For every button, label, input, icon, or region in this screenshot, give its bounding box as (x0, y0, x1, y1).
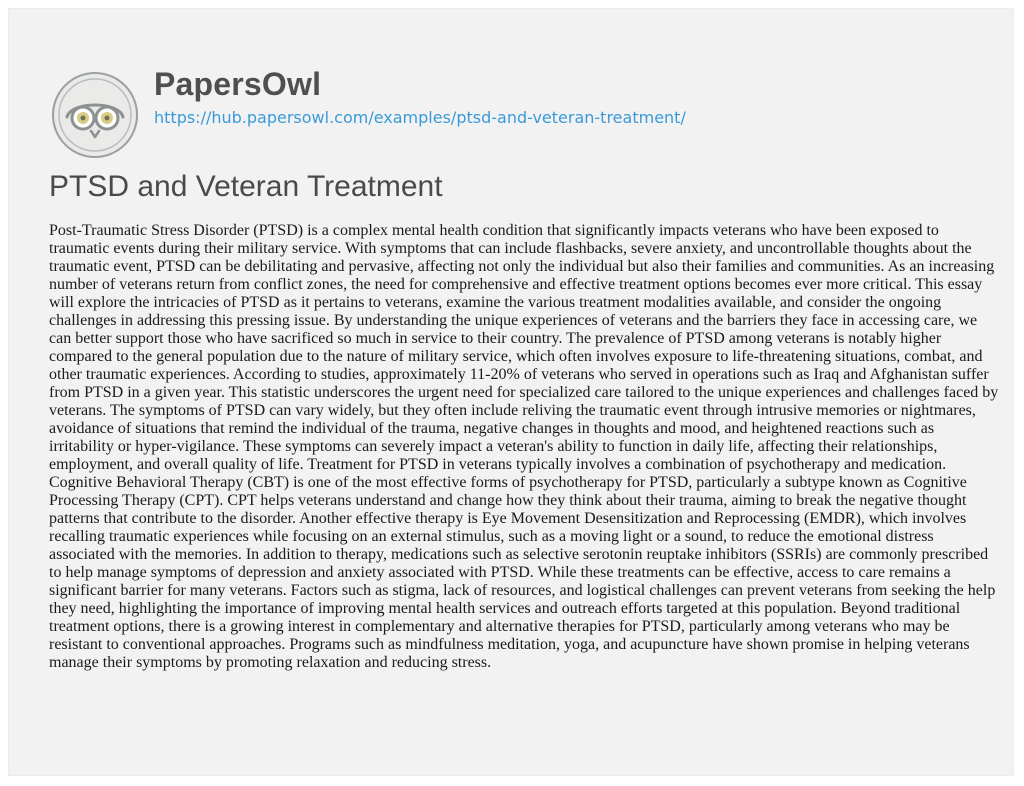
document-title: PTSD and Veteran Treatment (49, 170, 443, 203)
site-header (9, 9, 1013, 159)
owl-eyes-logo-icon (51, 71, 139, 159)
brand-name: PapersOwl (154, 66, 322, 102)
document-body: Post-Traumatic Stress Disorder (PTSD) is a complex mental health condition that significantly impacts veterans who have been exposed to traumatic events during their military service. With symptoms that can include flashbacks, severe anxiety, and uncontrollable thoughts about the traumatic event, PTSD can be debilitating and pervasive, affecting not only the individual but also their families and communities. As an increasing number of veterans return from conflict zones, the need for comprehensive and effective treatment options becomes ever more critical. This essay will explore the intricacies of PTSD as it pertains to veterans, examine the various treatment modalities available, and consider the ongoing challenges in addressing this pressing issue. By understanding the unique experiences of veterans and the barriers they face in accessing care, we can better support those who have sacrificed so much in service to their country. The prevalence of PTSD among veterans is notably higher compared to the general population due to the nature of military service, which often involves exposure to life-threatening situations, combat, and other traumatic experiences. According to studies, approximately 11-20% of veterans who served in operations such as Iraq and Afghanistan suffer from PTSD in a given year. This statistic underscores the urgent need for specialized care tailored to the unique experiences and challenges faced by veterans. The symptoms of PTSD can vary widely, but they often include reliving the traumatic event through intrusive memories or nightmares, avoidance of situations that remind the individual of the trauma, negative changes in thoughts and mood, and heightened reactions such as irritability or hyper-vigilance. These symptoms can severely impact a veteran's ability to function in daily life, affecting their relationships, employment, and overall quality of life. Treatment for PTSD in veterans typically involves a combination of psychotherapy and medication. Cognitive Behavioral Therapy (CBT) is one of the most effective forms of psychotherapy for PTSD, particularly a subtype known as Cognitive Processing Therapy (CPT). CPT helps veterans understand and change how they think about their trauma, aiming to break the negative thought patterns that contribute to the disorder. Another effective therapy is Eye Movement Desensitization and Reprocessing (EMDR), which involves recalling traumatic experiences while focusing on an external stimulus, such as a moving light or a sound, to reduce the emotional distress associated with the memories. In addition to therapy, medications such as selective serotonin reuptake inhibitors (SSRIs) are commonly prescribed to help manage symptoms of depression and anxiety associated with PTSD. While these treatments can be effective, access to care remains a significant barrier for many veterans. Factors such as stigma, lack of resources, and logistical challenges can prevent veterans from seeking the help they need, highlighting the importance of improving mental health services and outreach efforts targeted at this population. Beyond traditional treatment options, there is a growing interest in complementary and alternative therapies for PTSD, particularly among veterans who may be resistant to conventional approaches. Programs such as mindfulness meditation, yoga, and acupuncture have shown promise in helping veterans manage their symptoms by promoting relaxation and reducing stress. (49, 222, 999, 671)
source-url-link[interactable]: https://hub.papersowl.com/examples/ptsd-and-veteran-treatment/ (154, 108, 686, 127)
document-page (8, 8, 1014, 776)
